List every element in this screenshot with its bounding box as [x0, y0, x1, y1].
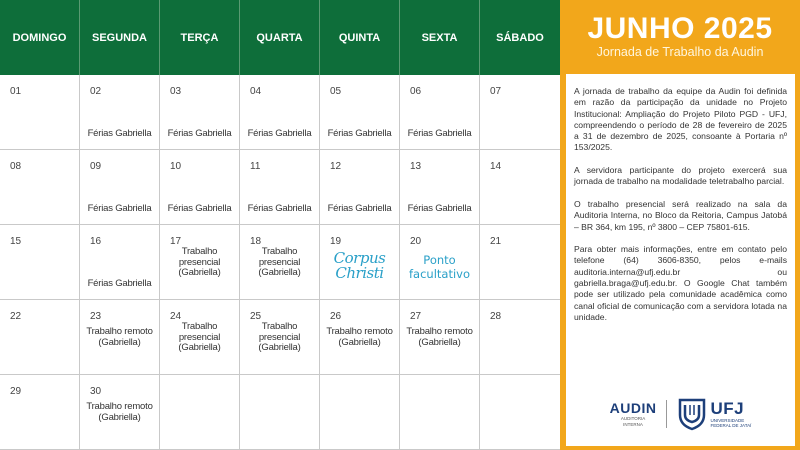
weekday-quarta: QUARTA [240, 0, 320, 75]
event-corpus-christi [322, 251, 397, 281]
event-ferias: Férias Gabriella [87, 202, 152, 214]
audin-logo [610, 401, 657, 428]
panel-title: JUNHO 2025 [587, 12, 773, 45]
event-line: Trabalho remoto [86, 401, 153, 412]
day-cell [240, 75, 320, 150]
day-cell [240, 225, 320, 300]
day-cell [400, 75, 480, 150]
calendar-week-5 [0, 375, 560, 450]
event-line: Trabalho remoto [326, 326, 393, 337]
event-ferias: Férias Gabriella [87, 277, 152, 289]
date-number: 08 [10, 161, 22, 172]
event-line: Trabalho [181, 246, 218, 257]
title-block [560, 0, 800, 72]
day-cell [480, 150, 560, 225]
info-paragraph: A jornada de trabalho da equipe da Audin foi definida em razão da participação da unidade no Projeto Institucional: Ampliação do Projeto Piloto PGD - UFJ, compreendendo o período de 28 de fevereiro de 2025 a 31 de dezembro de 2025, consoante à Portaria nº 153/2025. [574, 86, 787, 153]
date-number: 18 [250, 236, 262, 247]
day-cell [480, 375, 560, 450]
date-number: 13 [410, 161, 422, 172]
date-number: 15 [10, 236, 22, 247]
day-cell [160, 225, 240, 300]
weekday-sabado: SÁBADO [496, 31, 544, 44]
day-cell [320, 75, 400, 150]
day-cell [480, 225, 560, 300]
calendar-week-2 [0, 150, 560, 225]
day-cell [80, 225, 160, 300]
event-line: (Gabriella) [178, 342, 221, 353]
logo-divider [666, 400, 667, 428]
date-number: 09 [90, 161, 102, 172]
date-number: 24 [170, 311, 182, 322]
info-paragraph: Para obter mais informações, entre em contato pelo telefone (64) 3606-8350, pelos e-mails auditoria.interna@ufj.edu.br ou gabriella.braga@ufj.edu.br. O Google Chat também pode ser utilizado pela comunidade acadêmica como canal oficial de comunicação com a servidora lotada na unidade. [574, 244, 787, 322]
event-line: (Gabriella) [418, 336, 461, 348]
day-cell [320, 150, 400, 225]
day-cell [240, 300, 320, 375]
day-cell [320, 225, 400, 300]
day-cell [240, 150, 320, 225]
event-line: Christi [335, 264, 384, 282]
day-cell [0, 225, 80, 300]
day-cell [400, 225, 480, 300]
date-number: 03 [170, 86, 182, 97]
event-line: presencial [178, 256, 221, 268]
day-cell [0, 375, 80, 450]
day-cell [480, 75, 560, 150]
day-cell [80, 150, 160, 225]
date-number: 17 [170, 236, 182, 247]
calendar-week-3 [0, 225, 560, 300]
event-remoto [82, 402, 157, 423]
event-line: (Gabriella) [98, 336, 141, 348]
event-ferias: Férias Gabriella [247, 202, 312, 214]
day-cell [80, 300, 160, 375]
day-cell [400, 150, 480, 225]
date-number: 25 [250, 311, 262, 322]
audin-logo-sub-line: AUDITORIA [620, 415, 646, 421]
event-presencial [242, 247, 317, 279]
event-presencial [162, 322, 237, 354]
event-remoto [82, 327, 157, 348]
day-cell [320, 300, 400, 375]
ufj-shield-icon [677, 397, 707, 431]
date-number: 22 [10, 311, 22, 322]
event-line: Trabalho remoto [86, 326, 153, 337]
event-line: Trabalho [261, 321, 298, 332]
weekday-domingo: DOMINGO [0, 0, 80, 75]
event-ferias: Férias Gabriella [407, 202, 472, 214]
weekday-quinta: QUINTA [320, 0, 400, 75]
day-cell [160, 375, 240, 450]
date-number: 23 [90, 311, 102, 322]
info-paragraph: A servidora participante do projeto exercerá sua jornada de trabalho na modalidade teletrabalho parcial. [574, 165, 787, 187]
date-number: 30 [90, 386, 102, 397]
date-number: 10 [170, 161, 182, 172]
date-number: 26 [330, 311, 342, 322]
day-cell [80, 375, 160, 450]
event-ferias: Férias Gabriella [407, 127, 472, 139]
event-line: (Gabriella) [338, 336, 381, 348]
date-number: 21 [490, 236, 502, 247]
calendar-header [0, 0, 560, 75]
event-line: Trabalho [261, 246, 298, 257]
ufj-logo-sub-line: FEDERAL DE JATAÍ [710, 423, 752, 428]
event-remoto [402, 327, 477, 348]
ufj-logo-text [710, 400, 751, 429]
event-line: Corpus [333, 249, 386, 267]
panel-body [566, 74, 795, 446]
calendar-week-4 [0, 300, 560, 375]
date-number: 20 [410, 236, 422, 247]
day-cell [400, 300, 480, 375]
panel-subtitle: Jornada de Trabalho da Audin [596, 45, 764, 59]
event-line: presencial [178, 331, 221, 343]
event-line: Ponto [423, 253, 456, 267]
event-line: (Gabriella) [178, 267, 221, 278]
event-line: (Gabriella) [98, 411, 141, 423]
logos [566, 396, 795, 432]
ufj-logo-sub-line: UNIVERSIDADE [710, 417, 745, 423]
date-number: 28 [490, 311, 502, 322]
day-cell [160, 150, 240, 225]
day-cell [240, 375, 320, 450]
info-panel [560, 0, 800, 450]
event-remoto [322, 327, 397, 348]
date-number: 29 [10, 386, 22, 397]
day-cell [0, 300, 80, 375]
event-ferias: Férias Gabriella [87, 127, 152, 139]
ufj-logo [677, 397, 751, 431]
calendar-week-1 [0, 75, 560, 150]
event-line: Trabalho remoto [406, 326, 473, 337]
date-number: 16 [90, 236, 102, 247]
date-number: 06 [410, 86, 422, 97]
date-number: 07 [490, 86, 502, 97]
weekday-sexta: SEXTA [400, 0, 480, 75]
date-number: 01 [10, 86, 22, 97]
info-paragraph: O trabalho presencial será realizado na sala da Auditoria Interna, no Bloco da Reitoria, Campus Jatobá – BR 364, km 195, nº 3800 – CEP 75801-615. [574, 198, 787, 232]
weekday-terca: TERÇA [160, 0, 240, 75]
ufj-logo-name: UFJ [710, 398, 745, 418]
event-line: (Gabriella) [258, 342, 301, 353]
event-ferias: Férias Gabriella [327, 127, 392, 139]
day-cell [480, 300, 560, 375]
audin-logo-name: AUDIN [609, 399, 657, 416]
event-line: Trabalho [181, 321, 218, 332]
audin-logo-subtitle [621, 416, 645, 428]
event-line: presencial [258, 256, 301, 268]
date-number: 19 [330, 236, 342, 247]
event-line: facultativo [408, 267, 470, 281]
event-presencial [162, 247, 237, 279]
day-cell [400, 375, 480, 450]
date-number: 02 [90, 86, 102, 97]
day-cell [0, 150, 80, 225]
day-cell [160, 75, 240, 150]
audin-logo-sub-line: INTERNA [623, 421, 643, 427]
calendar-grid [0, 75, 560, 450]
day-cell [160, 300, 240, 375]
event-line: presencial [258, 331, 301, 343]
date-number: 11 [250, 161, 261, 172]
date-number: 05 [330, 86, 342, 97]
event-ponto-facultativo [402, 253, 477, 281]
event-line: (Gabriella) [258, 267, 301, 278]
event-ferias: Férias Gabriella [167, 127, 232, 139]
day-cell [0, 75, 80, 150]
event-ferias: Férias Gabriella [327, 202, 392, 214]
date-number: 04 [250, 86, 262, 97]
date-number: 27 [410, 311, 422, 322]
date-number: 14 [490, 161, 502, 172]
day-cell [80, 75, 160, 150]
date-number: 12 [330, 161, 342, 172]
event-ferias: Férias Gabriella [167, 202, 232, 214]
weekday-segunda: SEGUNDA [80, 0, 160, 75]
event-presencial [242, 322, 317, 354]
day-cell [320, 375, 400, 450]
event-ferias: Férias Gabriella [247, 127, 312, 139]
